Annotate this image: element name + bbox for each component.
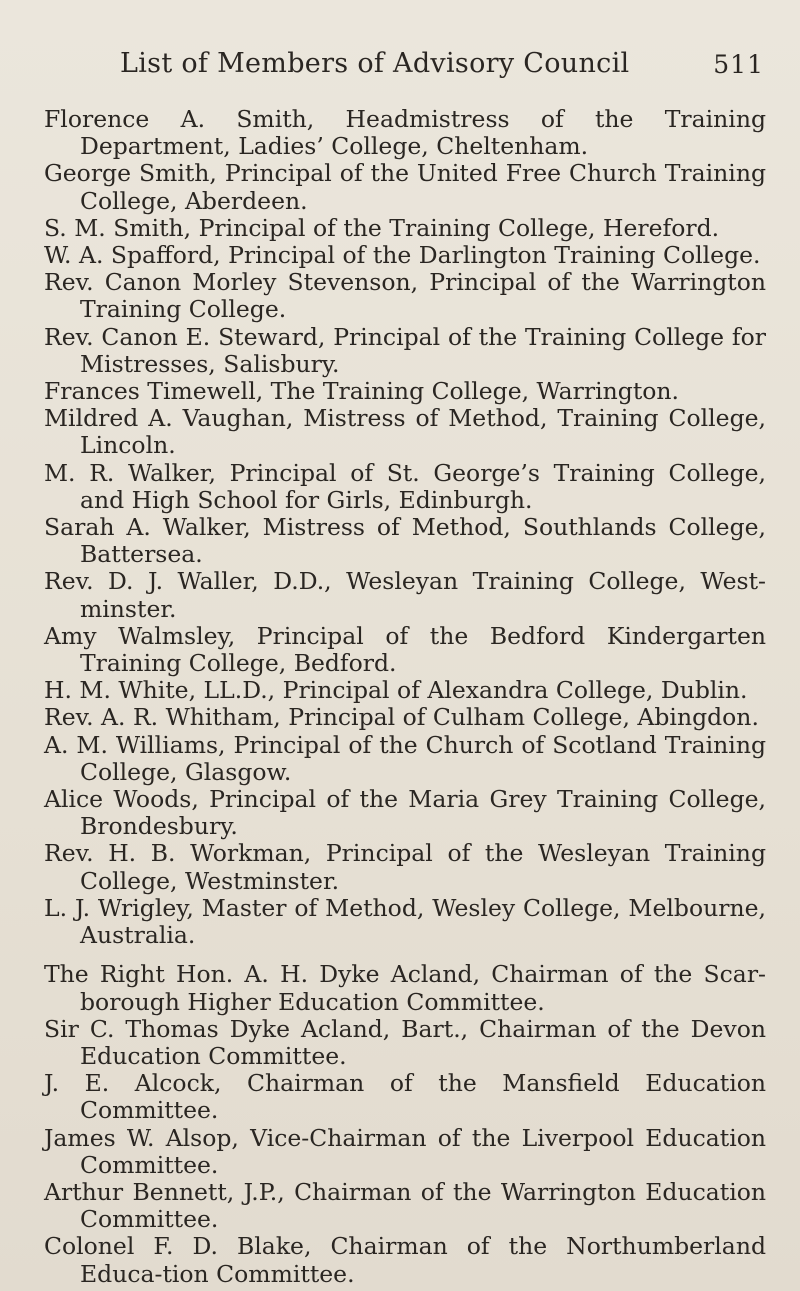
member-entry: S. M. Smith, Principal of the Training College, Hereford.	[44, 213, 720, 242]
member-entry: L. J. Wrigley, Master of Method, Wesley College, Melbourne, Australia.	[44, 893, 766, 950]
member-entry: Rev. H. B. Workman, Principal of the Wesleyan Training College, Westminster.	[44, 839, 766, 895]
member-entry: Frances Timewell, The Training College, Warrington.	[44, 377, 680, 406]
member-entry: Rev. A. R. Whitham, Principal of Culham College, Abingdon.	[44, 703, 759, 732]
member-entry: A. M. Williams, Principal of the Church of Scotland Training College, Glasgow.	[44, 730, 766, 786]
member-entry: Arthur Bennett, J.P., Chairman of the Warrington Education Committee.	[44, 1177, 766, 1234]
running-head	[44, 48, 766, 92]
member-entry: James W. Alsop, Vice-Chairman of the Liverpool Education Committee.	[44, 1123, 766, 1179]
member-entry: H. M. White, LL.D., Principal of Alexandra College, Dublin.	[44, 676, 748, 705]
member-entry: J. E. Alcock, Chairman of the Mansfield Education Committee.	[44, 1069, 766, 1125]
member-entry: Sir C. Thomas Dyke Acland, Bart., Chairman of the Devon Education Committee.	[44, 1014, 766, 1070]
page-number: 511	[713, 50, 764, 79]
member-entry: Amy Walmsley, Principal of the Bedford Kindergarten Training College, Bedford.	[44, 621, 766, 678]
running-title: List of Members of Advisory Council	[120, 48, 630, 79]
member-entry: Florence A. Smith, Headmistress of the Training Department, Ladies’ College, Cheltenham.	[44, 105, 766, 161]
member-entry: Rev. D. J. Waller, D.D., Wesleyan Training College, West-minster.	[44, 567, 766, 623]
member-entry: W. A. Spafford, Principal of the Darlington Training College.	[44, 241, 761, 270]
member-list	[44, 106, 766, 1288]
member-entry: The Right Hon. A. H. Dyke Acland, Chairman of the Scar-borough Higher Education Committee.	[44, 960, 766, 1016]
member-entry: Colonel F. D. Blake, Chairman of the Northumberland Educa-tion Committee.	[44, 1232, 766, 1288]
member-entry: Sarah A. Walker, Mistress of Method, Southlands College, Battersea.	[44, 513, 766, 569]
member-entry: Rev. Canon Morley Stevenson, Principal of the Warrington Training College.	[44, 268, 766, 324]
member-entry: George Smith, Principal of the United Free Church Training College, Aberdeen.	[44, 159, 766, 215]
member-entry: M. R. Walker, Principal of St. George’s Training College, and High School for Girls, Edinburgh.	[44, 458, 766, 514]
member-entry: Alice Woods, Principal of the Maria Grey Training College, Brondesbury.	[44, 785, 766, 841]
member-entry: Mildred A. Vaughan, Mistress of Method, Training College, Lincoln.	[44, 404, 766, 460]
member-entry: Rev. Canon E. Steward, Principal of the Training College for Mistresses, Salisbury.	[44, 322, 766, 378]
